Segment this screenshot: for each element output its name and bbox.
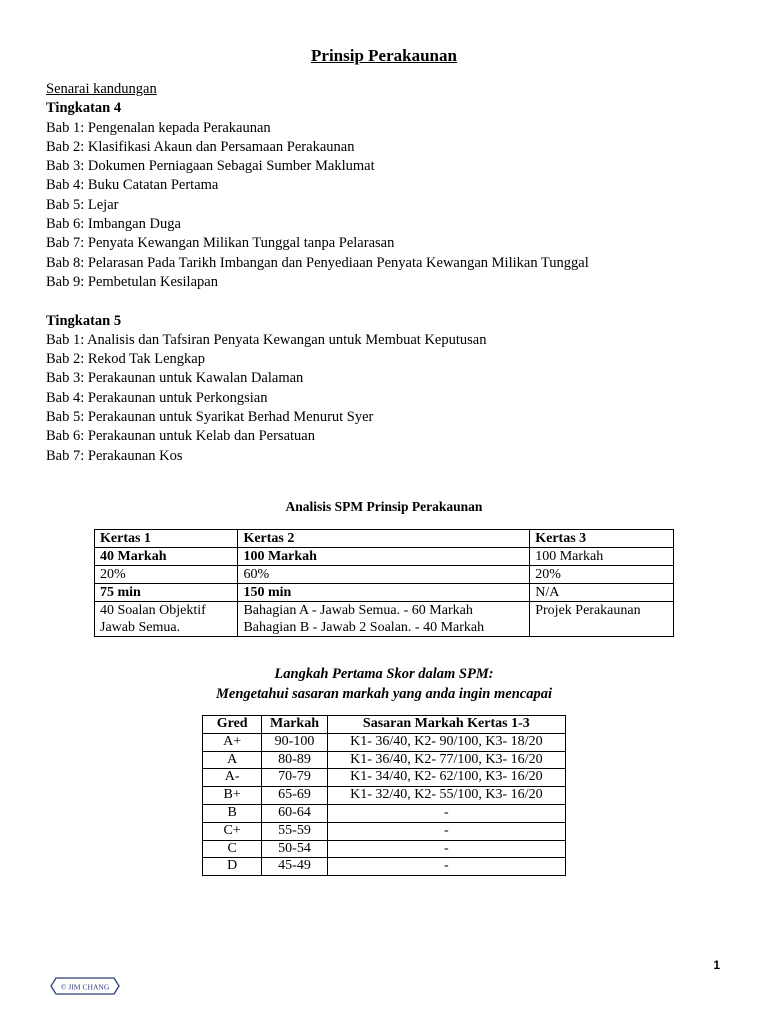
table-cell (238, 602, 530, 637)
marks-cell: 80-89 (262, 751, 327, 769)
table-row (203, 769, 566, 787)
table-cell: N/A (530, 584, 674, 602)
grade-cell: B+ (203, 787, 262, 805)
table-cell: 20% (530, 566, 674, 584)
grade-cell: A+ (203, 733, 262, 751)
page-title: Prinsip Perakaunan (311, 46, 457, 65)
table-cell: 75 min (95, 584, 238, 602)
table-row (203, 840, 566, 858)
table-row (95, 566, 674, 584)
marks-cell: 45-49 (262, 858, 327, 876)
toc-item: Bab 6: Imbangan Duga (46, 216, 181, 233)
table-cell: 100 Markah (238, 548, 530, 566)
marks-cell: 50-54 (262, 840, 327, 858)
table-row (203, 751, 566, 769)
toc-item: Bab 1: Analisis dan Tafsiran Penyata Kewangan untuk Membuat Keputusan (46, 331, 487, 348)
form4-label: Tingkatan 4 (46, 100, 122, 117)
target-cell: K1- 32/40, K2- 55/100, K3- 16/20 (327, 787, 565, 805)
marks-cell: 65-69 (262, 787, 327, 805)
toc-item: Bab 4: Perakaunan untuk Perkongsian (46, 389, 268, 406)
table-row (203, 858, 566, 876)
logo-text: © JIM CHANG (60, 982, 110, 992)
page-number: 1 (713, 958, 720, 972)
table-row (95, 530, 674, 548)
marks-cell: 90-100 (262, 733, 327, 751)
table-row (203, 787, 566, 805)
toc-item: Bab 7: Penyata Kewangan Milikan Tunggal tanpa Pelarasan (46, 235, 395, 252)
toc-item: Bab 2: Klasifikasi Akaun dan Persamaan Perakaunan (46, 138, 355, 155)
target-cell: K1- 36/40, K2- 77/100, K3- 16/20 (327, 751, 565, 769)
marks-cell: 60-64 (262, 804, 327, 822)
header-cell: Markah (262, 716, 327, 734)
table-row (95, 548, 674, 566)
grade-table (202, 715, 566, 876)
analysis-table (94, 529, 674, 637)
table-row (203, 733, 566, 751)
grade-cell: C (203, 840, 262, 858)
target-cell: K1- 36/40, K2- 90/100, K3- 18/20 (327, 733, 565, 751)
toc-item: Bab 7: Perakaunan Kos (46, 447, 183, 464)
target-cell: - (327, 840, 565, 858)
cell-line: Jawab Semua. (100, 620, 181, 635)
marks-cell: 55-59 (262, 822, 327, 840)
grade-cell: C+ (203, 822, 262, 840)
table-row (203, 716, 566, 734)
table-cell: 60% (238, 566, 530, 584)
table-cell: 100 Markah (530, 548, 674, 566)
toc-item: Bab 5: Lejar (46, 196, 119, 213)
toc-item: Bab 1: Pengenalan kepada Perakaunan (46, 119, 271, 136)
header-cell: Kertas 3 (530, 530, 674, 548)
header-cell: Gred (203, 716, 262, 734)
header-cell: Sasaran Markah Kertas 1-3 (327, 716, 565, 734)
table-row (95, 602, 674, 637)
header-cell: Kertas 2 (238, 530, 530, 548)
form5-label: Tingkatan 5 (46, 312, 122, 329)
grade-cell: D (203, 858, 262, 876)
table-cell: Projek Perakaunan (530, 602, 674, 637)
table-cell (95, 602, 238, 637)
grade-cell: B (203, 804, 262, 822)
toc-item: Bab 3: Dokumen Perniagaan Sebagai Sumber Maklumat (46, 158, 375, 175)
table-cell: 20% (95, 566, 238, 584)
target-cell: - (327, 804, 565, 822)
table-row (95, 584, 674, 602)
target-cell: - (327, 858, 565, 876)
cell-line: Bahagian A - Jawab Semua. - 60 Markah (243, 603, 473, 618)
header-cell: Kertas 1 (95, 530, 238, 548)
toc-item: Bab 3: Perakaunan untuk Kawalan Dalaman (46, 370, 304, 387)
table-of-contents (46, 80, 726, 466)
jim-chang-logo (50, 977, 120, 995)
cell-line: 40 Soalan Objektif (100, 603, 206, 618)
strategy-line-1: Langkah Pertama Skor dalam SPM: (274, 666, 494, 682)
toc-heading: Senarai kandungan (46, 81, 157, 97)
target-cell: K1- 34/40, K2- 62/100, K3- 16/20 (327, 769, 565, 787)
strategy-line-2: Mengetahui sasaran markah yang anda ingin mencapai (216, 686, 552, 702)
toc-item: Bab 9: Pembetulan Kesilapan (46, 273, 218, 290)
toc-item: Bab 4: Buku Catatan Pertama (46, 177, 219, 194)
toc-item: Bab 5: Perakaunan untuk Syarikat Berhad Menurut Syer (46, 409, 374, 426)
table-row (203, 804, 566, 822)
target-cell: - (327, 822, 565, 840)
analysis-title: Analisis SPM Prinsip Perakaunan (285, 499, 483, 514)
table-row (203, 822, 566, 840)
table-cell: 40 Markah (95, 548, 238, 566)
grade-cell: A- (203, 769, 262, 787)
toc-item: Bab 2: Rekod Tak Lengkap (46, 351, 205, 368)
grade-cell: A (203, 751, 262, 769)
toc-item: Bab 8: Pelarasan Pada Tarikh Imbangan dan Penyediaan Penyata Kewangan Milikan Tunggal (46, 254, 589, 271)
table-cell: 150 min (238, 584, 530, 602)
cell-line: Bahagian B - Jawab 2 Soalan. - 40 Markah (243, 620, 485, 635)
toc-item: Bab 6: Perakaunan untuk Kelab dan Persatuan (46, 428, 315, 445)
marks-cell: 70-79 (262, 769, 327, 787)
